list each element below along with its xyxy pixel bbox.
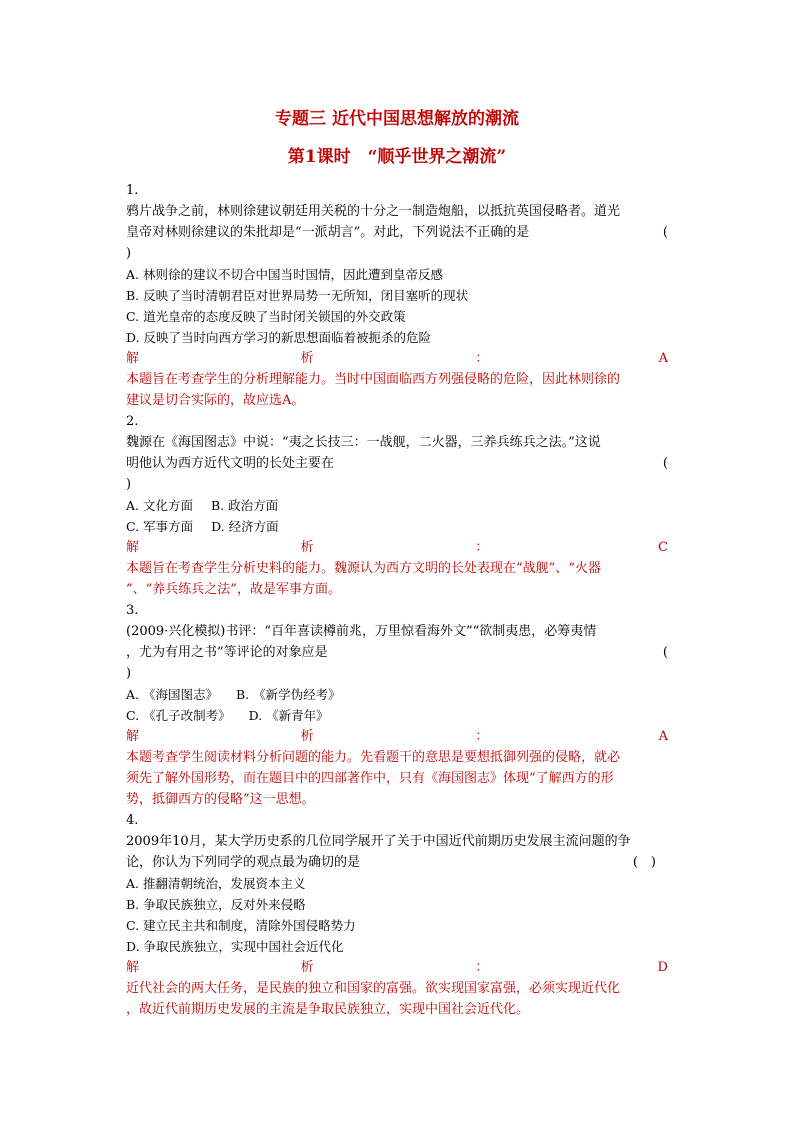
question-2 [126,411,668,600]
answer-paren-close: ) [126,246,132,261]
options-row [126,705,668,726]
analysis-text: 须先了解外国形势，而在题目中的四部著作中，只有《海国图志》体现“了解西方的形 [126,771,614,786]
analysis-label-jie: 解 [126,729,140,744]
option-c: C. 道光皇帝的态度反映了当时闭关锁国的外交政策 [126,309,406,324]
option-c: C. 建立民主共和制度，清除外国侵略势力 [126,918,356,933]
option-b: B. 政治方面 [210,498,279,513]
answer-key: C [658,540,668,555]
question-3 [126,600,668,810]
document-page [126,108,668,1020]
answer-paren-open: ( [662,645,668,660]
question-stem: ，尤为有用之书”等评论的对象应是 [126,645,328,660]
question-number: 1. [126,183,139,198]
analysis-text: 近代社会的两大任务，是民族的独立和国家的富强。欲实现国家富强，必须实现近代化 [126,981,621,996]
answer-paren: ( ) [632,855,656,870]
answer-key: A [658,729,668,744]
analysis-header [126,726,668,747]
analysis-colon: ： [475,540,489,555]
option-a: A. 林则徐的建议不切合中国当时国情，因此遭到皇帝反感 [126,267,443,282]
option-b: B. 争取民族独立，反对外来侵略 [126,897,306,912]
answer-paren-open: ( [662,456,668,471]
answer-paren-close: ) [126,666,132,681]
analysis-label-xi: 析 [300,540,314,555]
question-stem: 鸦片战争之前，林则徐建议朝廷用关税的十分之一制造炮船，以抵抗英国侵略者。道光 [126,204,621,219]
option-b: B. 《新学伪经考》 [235,687,341,702]
analysis-text: ，故近代前期历史发展的主流是争取民族独立，实现中国社会近代化。 [126,1002,530,1017]
question-stem-row [126,453,668,474]
option-a: A. 《海国图志》 [126,687,218,702]
question-stem-row [126,852,668,873]
option-a: A. 文化方面 [126,498,193,513]
answer-paren-close: ) [126,477,132,492]
question-4 [126,810,668,1020]
lesson-subtitle: 第1课时 “顺乎世界之潮流” [287,147,507,167]
analysis-label-xi: 析 [300,960,314,975]
answer-key: A [658,351,668,366]
question-stem: 论，你认为下列同学的观点最为确切的是 [126,855,361,870]
option-b: B. 反映了当时清朝君臣对世界局势一无所知，闭目塞听的现状 [126,288,469,303]
analysis-text: 本题旨在考查学生分析史料的能力。魏源认为西方文明的长处表现在“战舰”、“火器 [126,561,601,576]
analysis-text: 建议是切合实际的，故应选A。 [126,393,305,408]
analysis-colon: ： [475,351,489,366]
analysis-header [126,348,668,369]
question-stem: 皇帝对林则徐建议的朱批却是“一派胡言”。对此，下列说法不正确的是 [126,225,530,240]
analysis-label-jie: 解 [126,960,140,975]
option-c: C. 《孔子改制考》 [126,708,231,723]
analysis-header [126,957,668,978]
answer-key: D [657,960,668,975]
question-stem: 魏源在《海国图志》中说：“夷之长技三：一战舰，二火器，三养兵练兵之法。”这说 [126,435,601,450]
option-d: D. 《新青年》 [248,708,329,723]
analysis-colon: ： [475,729,489,744]
document-title: 专题三 近代中国思想解放的潮流 [275,109,519,129]
answer-paren-open: ( [662,225,668,240]
analysis-label-jie: 解 [126,540,140,555]
question-stem: 2009年10月，某大学历史系的几位同学展开了关于中国近代前期历史发展主流问题的争 [126,834,631,849]
analysis-text: ”、“养兵练兵之法”，故是军事方面。 [126,582,341,597]
analysis-text: 本题考查学生阅读材料分析问题的能力。先看题干的意思是要想抵御列强的侵略，就必 [126,750,621,765]
option-d: D. 争取民族独立，实现中国社会近代化 [126,939,344,954]
question-stem: (2009·兴化模拟)书评：“百年喜读樽前兆，万里惊看海外文”“欲制夷患，必筹夷情 [126,624,597,639]
analysis-label-xi: 析 [300,351,314,366]
options-row [126,684,668,705]
question-number: 2. [126,414,139,429]
option-a: A. 推翻清朝统治，发展资本主义 [126,876,306,891]
analysis-label-xi: 析 [300,729,314,744]
analysis-colon: ： [475,960,489,975]
analysis-text: 势，抵御西方的侵略”这一思想。 [126,792,315,807]
analysis-header [126,537,668,558]
question-number: 3. [126,603,139,618]
option-d: D. 经济方面 [211,519,279,534]
options-row [126,495,668,516]
question-stem-row [126,222,668,243]
options-row [126,516,668,537]
option-c: C. 军事方面 [126,519,194,534]
question-number: 4. [126,813,139,828]
question-stem-row [126,642,668,663]
analysis-label-jie: 解 [126,351,140,366]
option-d: D. 反映了当时向西方学习的新思想面临着被扼杀的危险 [126,330,432,345]
question-stem: 明他认为西方近代文明的长处主要在 [126,456,335,471]
question-1 [126,180,668,411]
analysis-text: 本题旨在考查学生的分析理解能力。当时中国面临西方列强侵略的危险，因此林则徐的 [126,372,621,387]
